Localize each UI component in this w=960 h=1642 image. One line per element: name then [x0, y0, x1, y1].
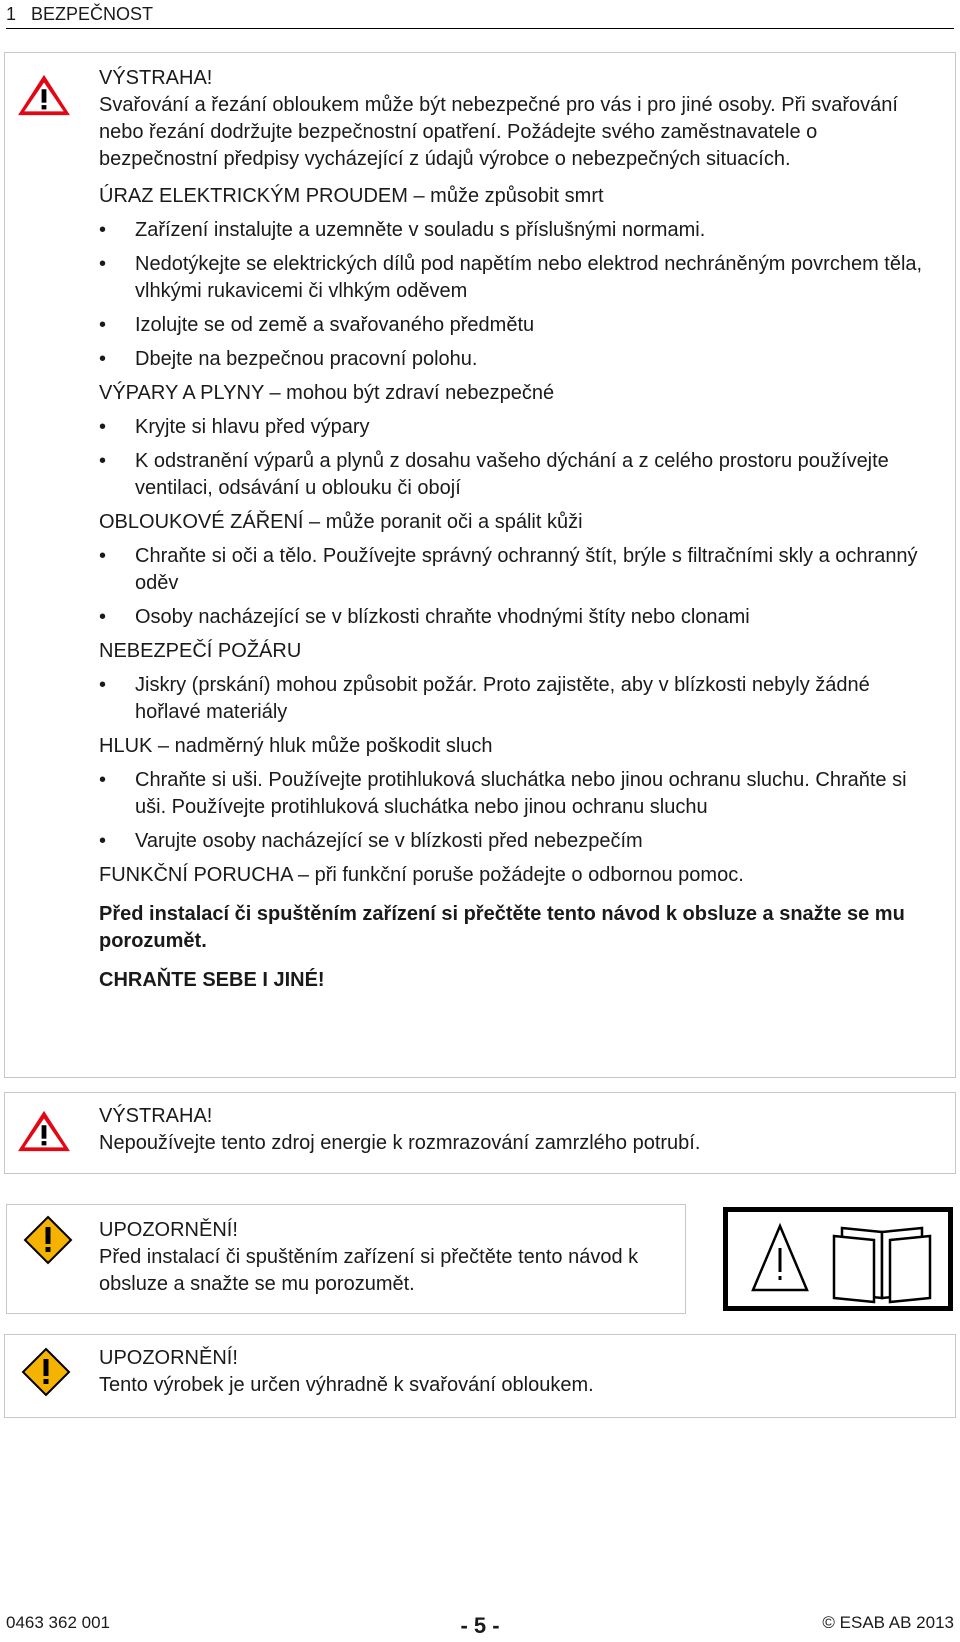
- warning-box-main: [4, 52, 956, 1078]
- section-heading-fumes: VÝPARY A PLYNY – mohou být zdraví nebezpečné: [99, 382, 555, 404]
- caution-title: UPOZORNĚNÍ!: [99, 1347, 238, 1369]
- list-arc-radiation: [99, 543, 937, 631]
- malfunction-note: FUNKČNÍ PORUCHA – při funkční poruše požádejte o odbornou pomoc.: [99, 864, 744, 886]
- warning-box-pipes: [4, 1092, 956, 1174]
- footer-doc-number: 0463 362 001: [6, 1613, 110, 1632]
- page-header: [6, 2, 954, 29]
- list-item: • Zařízení instalujte a uzemněte v souladu s příslušnými normami.: [99, 219, 706, 241]
- list-fire: [99, 672, 937, 726]
- section-heading-electric: ÚRAZ ELEKTRICKÝM PROUDEM – může způsobit smrt: [99, 185, 604, 207]
- warning-title: VÝSTRAHA!: [99, 1105, 213, 1127]
- list-noise: [99, 767, 937, 855]
- caution-text: Tento výrobek je určen výhradně k svařování obloukem.: [99, 1374, 594, 1396]
- list-electric: [99, 217, 937, 373]
- list-item: • Osoby nacházející se v blízkosti chraňte vhodnými štíty nebo clonami: [99, 606, 750, 628]
- warning-title: VÝSTRAHA!: [99, 67, 213, 89]
- section-title: 1 BEZPEČNOST: [6, 4, 154, 24]
- caution-text: Před instalací či spuštěním zařízení si přečtěte tento návod k obsluze a snažte se mu porozumět.: [99, 1246, 639, 1295]
- list-item: • Nedotýkejte se elektrických dílů pod napětím nebo elektrod nechráněným povrchem těla, vlhkými rukavicemi či vlhkým oděvem: [99, 253, 923, 302]
- caution-box-arc-only: [4, 1334, 956, 1418]
- protect-note: CHRAŇTE SEBE I JINÉ!: [99, 969, 325, 991]
- list-item: • K odstranění výparů a plynů z dosahu vašeho dýchání a z celého prostoru používejte ventilaci, odsávání u oblouku či obojí: [99, 450, 889, 499]
- read-manual-note: Před instalací či spuštěním zařízení si přečtěte tento návod k obsluze a snažte se mu porozumět.: [99, 903, 905, 952]
- list-item: • Izolujte se od země a svařovaného předmětu: [99, 314, 535, 336]
- footer-page-number: - 5 -: [460, 1613, 500, 1638]
- list-item: • Dbejte na bezpečnou pracovní polohu.: [99, 348, 478, 370]
- caution-diamond-icon: [21, 1347, 71, 1397]
- caution-diamond-icon: [23, 1215, 73, 1265]
- list-item: • Chraňte si uši. Používejte protihluková sluchátka nebo jinou ochranu sluchu. Chraňte si uši. Používejte protihluková sluchátka nebo jinou ochranu sluchu: [99, 769, 907, 818]
- read-manual-icon: [722, 1206, 954, 1312]
- footer-copyright: © ESAB AB 2013: [822, 1613, 954, 1632]
- warning-intro: Svařování a řezání obloukem může být nebezpečné pro vás i pro jiné osoby. Při svařování nebo řezání dodržujte bezpečnostní opatření. Požádejte svého zaměstnavatele o bezpečnostní předpisy vycházející z údajů výrobce o nebezpečných situacích.: [99, 94, 898, 170]
- warning-triangle-icon: [15, 1107, 73, 1155]
- list-item: • Jiskry (prskání) mohou způsobit požár. Proto zajistěte, aby v blízkosti nebyly žádné hořlavé materiály: [99, 674, 870, 723]
- list-fumes: [99, 414, 937, 502]
- caution-box-manual: [6, 1204, 686, 1314]
- list-item: • Chraňte si oči a tělo. Používejte správný ochranný štít, brýle s filtračními skly a ochranný oděv: [99, 545, 918, 594]
- list-item: • Varujte osoby nacházející se v blízkosti před nebezpečím: [99, 830, 643, 852]
- list-item: • Kryjte si hlavu před výpary: [99, 416, 370, 438]
- section-heading-fire: NEBEZPEČÍ POŽÁRU: [99, 640, 302, 662]
- section-heading-noise: HLUK – nadměrný hluk může poškodit sluch: [99, 735, 493, 757]
- warning-text: Nepoužívejte tento zdroj energie k rozmrazování zamrzlého potrubí.: [99, 1132, 701, 1154]
- section-heading-arc-radiation: OBLOUKOVÉ ZÁŘENÍ – může poranit oči a spálit kůži: [99, 511, 583, 533]
- warning-triangle-icon: [15, 71, 73, 119]
- caution-title: UPOZORNĚNÍ!: [99, 1219, 238, 1241]
